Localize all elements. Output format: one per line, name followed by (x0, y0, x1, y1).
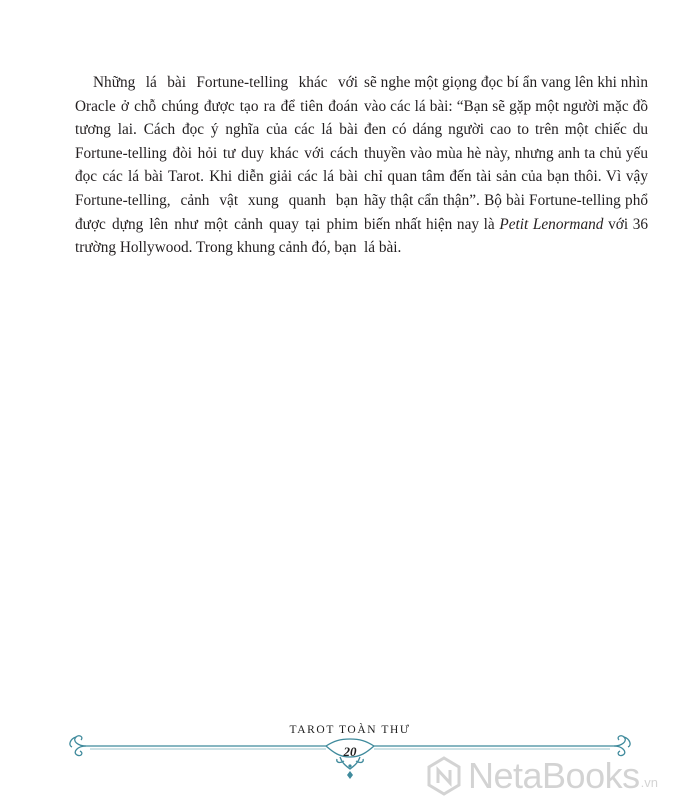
right-column (364, 71, 648, 260)
watermark (426, 754, 700, 798)
running-footer-title: TAROT TOÀN THƯ (289, 724, 411, 736)
text-before-italic: sẽ nghe một giọng đọc bí ẩn vang lên khi nhìn vào các lá bài: “Bạn sẽ gặp một người mặc đồ đen có dáng người cao to trên một chiếc du thuyền vào mùa hè này, nhưng anh ta chủ yếu chỉ quan tâm đến tài sản của bạn thôi. Vì vậy hãy thật cẩn thận”. Bộ bài Fortune-telling phổ biến nhất hiện nay là (364, 74, 648, 233)
left-column (75, 71, 358, 260)
watermark-brand: NetaBooks (468, 755, 640, 796)
page-number: 20 (343, 744, 357, 759)
text-after-italic: với 36 lá bài. (364, 215, 649, 257)
body-paragraph: Những lá bài Fortune-telling khác với Oracle ở chỗ chúng được tạo ra để tiên đoán tương lai. Cách đọc ý nghĩa của các lá bài Fortune-telling đòi hỏi tư duy khác với cách đọc các lá bài Tarot. Khi diễn giải các lá bài Fortune-telling, cảnh vật xung quanh bạn được dựng lên như một cảnh quay tại phim trường Hollywood. Trong khung cảnh đó, bạn (75, 74, 358, 257)
body-paragraph-continued (364, 71, 648, 260)
netabooks-logo-icon (426, 756, 462, 796)
italic-deck-name: Petit Lenormand (499, 215, 604, 233)
watermark-tld: .vn (640, 775, 658, 790)
